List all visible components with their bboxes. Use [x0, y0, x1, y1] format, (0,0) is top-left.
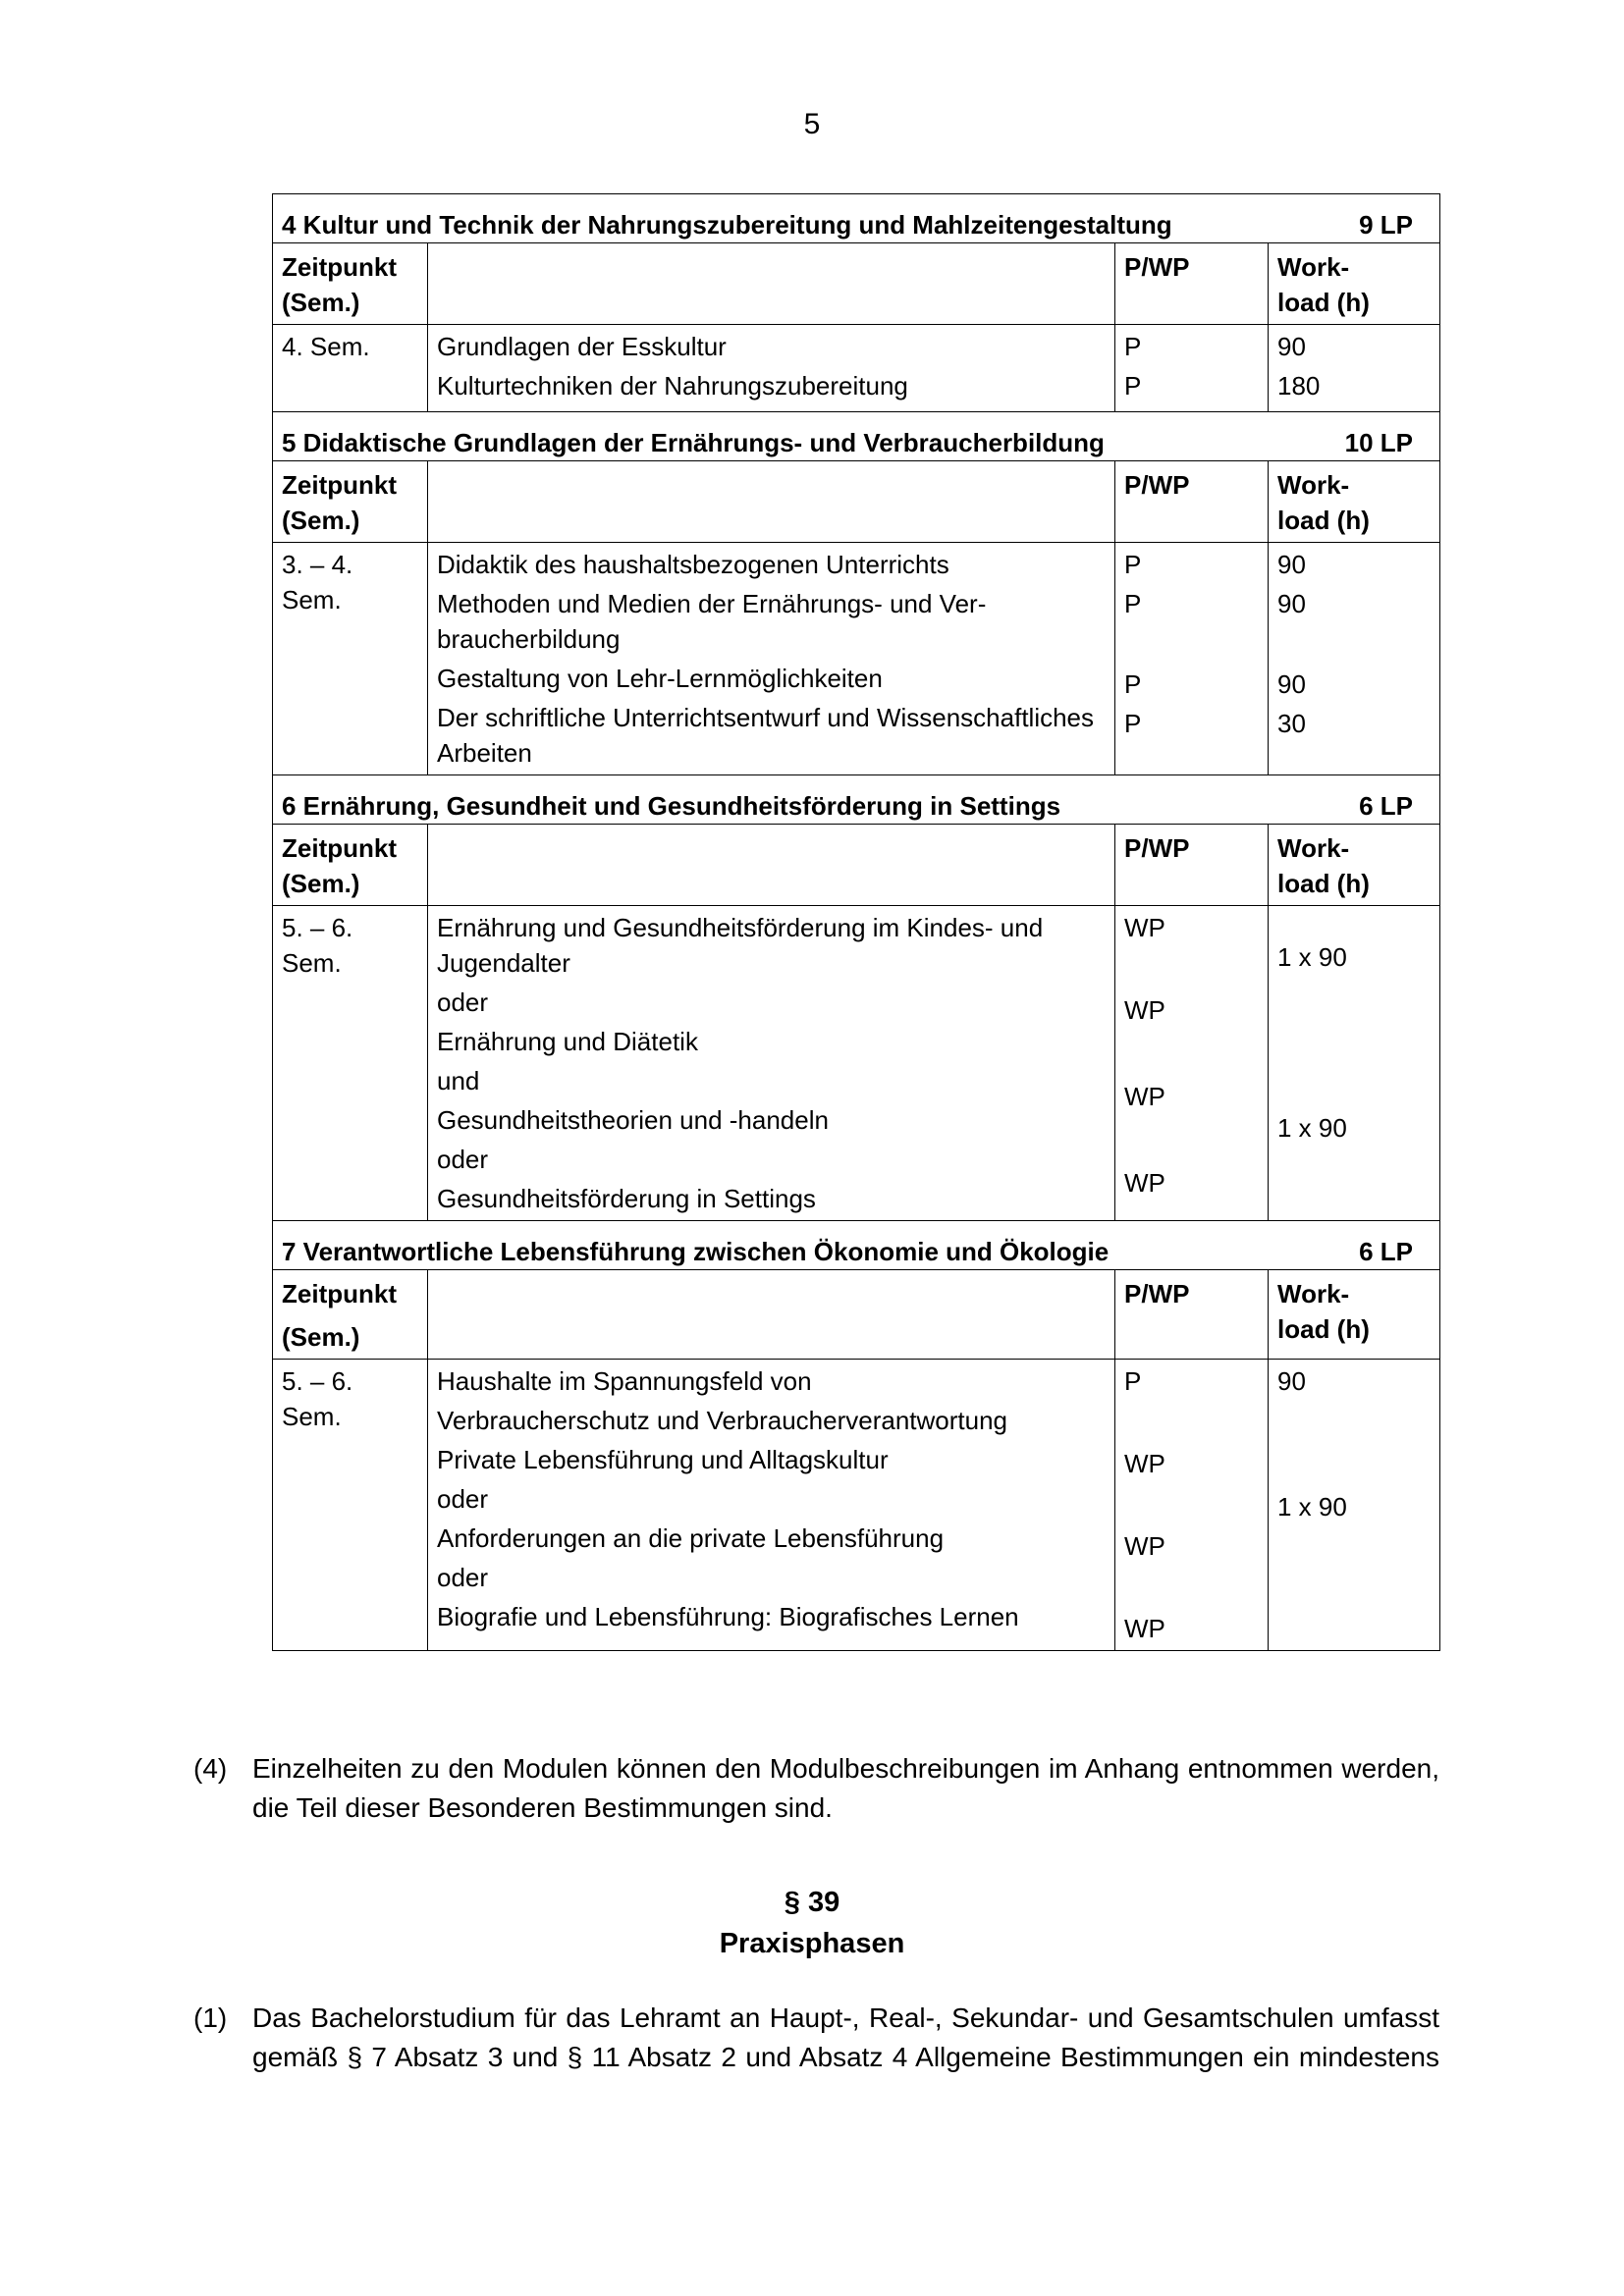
module-title: 7 Verantwortliche Lebensführung zwischen Ökonomie und Ökologie: [282, 1237, 1110, 1266]
header-pwp: P/WP: [1115, 243, 1269, 325]
course-name: Biografie und Lebensführung: Biografisches Lernen: [437, 1602, 1019, 1631]
header-workload: Work-: [1277, 470, 1350, 500]
header-sem: (Sem.): [282, 1322, 360, 1352]
workload-value: 90: [1277, 589, 1306, 618]
course-name: oder: [437, 988, 489, 1017]
paragraph-text: Das Bachelorstudium für das Lehramt an Haupt-, Real-, Sekundar- und Gesamtschulen umfasst gemäß § 7 Absatz 3 und § 11 Absatz 2 und Absatz 4 Allgemeine Bestimmungen ein mindestens: [252, 2002, 1439, 2072]
course-name: Methoden und Medien der Ernährungs- und Ver-: [437, 589, 987, 618]
workload-value: 90: [1277, 669, 1306, 699]
semester-cell: 3. – 4. Sem.: [273, 543, 428, 775]
paragraph-1: [193, 1999, 1439, 2077]
header-workload-unit: load (h): [1277, 288, 1370, 317]
pwp-value: WP: [1124, 995, 1165, 1025]
course-name: Ernährung und Diätetik: [437, 1027, 698, 1056]
module-table: [272, 193, 1440, 1651]
course-name: Arbeiten: [437, 738, 532, 768]
module-body-row: [273, 1360, 1440, 1651]
module-title: 5 Didaktische Grundlagen der Ernährungs- und Verbraucherbildung: [282, 428, 1105, 457]
course-name: braucherbildung: [437, 624, 621, 654]
course-name: und: [437, 1066, 480, 1095]
module-title-row: [273, 412, 1440, 461]
page-number: 5: [803, 108, 821, 140]
paragraph-number: (4): [193, 1753, 228, 1784]
course-name: Anforderungen an die private Lebensführung: [437, 1523, 945, 1553]
header-pwp: P/WP: [1115, 461, 1269, 543]
course-name: Ernährung und Gesundheitsförderung im Kindes- und: [437, 913, 1044, 942]
course-name: Verbraucherschutz und Verbraucherverantwortung: [437, 1406, 1008, 1435]
module-credits: 10 LP: [1344, 428, 1414, 457]
section-number: § 39: [784, 1887, 840, 1918]
course-name: oder: [437, 1484, 489, 1514]
header-zeitpunkt: Zeitpunkt: [282, 1279, 397, 1308]
module-body-row: [273, 325, 1440, 412]
course-name: Kulturtechniken der Nahrungszubereitung: [437, 371, 908, 400]
pwp-value: P: [1124, 371, 1142, 400]
pwp-value: P: [1124, 589, 1142, 618]
pwp-value: WP: [1124, 1449, 1165, 1478]
module-credits: 6 LP: [1359, 791, 1414, 821]
workload-value: 30: [1277, 709, 1306, 738]
workload-value: 90: [1277, 332, 1306, 361]
course-name: Gesundheitsförderung in Settings: [437, 1184, 816, 1213]
course-name: Haushalte im Spannungsfeld von: [437, 1366, 812, 1396]
header-zeitpunkt: Zeitpunkt: [282, 470, 397, 500]
module-header-row: [273, 243, 1440, 325]
course-name: oder: [437, 1563, 489, 1592]
pwp-value: WP: [1124, 913, 1165, 942]
workload-value: 1 x 90: [1277, 942, 1347, 972]
workload-value: 1 x 90: [1277, 1113, 1347, 1143]
header-sem: (Sem.): [282, 869, 360, 898]
pwp-value: WP: [1124, 1614, 1165, 1643]
header-sem: (Sem.): [282, 288, 360, 317]
module-credits: 9 LP: [1359, 210, 1414, 240]
course-name: Jugendalter: [437, 948, 570, 978]
header-workload-unit: load (h): [1277, 506, 1370, 535]
semester-cell: 5. – 6. Sem.: [273, 906, 428, 1221]
paragraph-number: (1): [193, 2002, 228, 2033]
module-title-row: [273, 1221, 1440, 1270]
module-header-row: [273, 461, 1440, 543]
pwp-value: WP: [1124, 1168, 1165, 1198]
module-title: 6 Ernährung, Gesundheit und Gesundheitsförderung in Settings: [282, 791, 1061, 821]
workload-value: 1 x 90: [1277, 1492, 1347, 1522]
module-title-row: [273, 775, 1440, 825]
pwp-value: WP: [1124, 1531, 1165, 1561]
course-name: Der schriftliche Unterrichtsentwurf und Wissenschaftliches: [437, 703, 1095, 732]
course-name: Grundlagen der Esskultur: [437, 332, 727, 361]
header-zeitpunkt: Zeitpunkt: [282, 252, 397, 282]
workload-value: 180: [1277, 371, 1321, 400]
paragraph-text: Einzelheiten zu den Modulen können den Modulbeschreibungen im Anhang entnommen werden, die Teil dieser Besonderen Bestimmungen sind.: [252, 1753, 1439, 1823]
module-credits: 6 LP: [1359, 1237, 1414, 1266]
course-name: Private Lebensführung und Alltagskultur: [437, 1445, 889, 1474]
header-workload: Work-: [1277, 252, 1350, 282]
pwp-value: P: [1124, 550, 1142, 579]
course-name: Gestaltung von Lehr-Lernmöglichkeiten: [437, 664, 883, 693]
module-title: 4 Kultur und Technik der Nahrungszubereitung und Mahlzeitengestaltung: [282, 210, 1172, 240]
paragraph-4: [193, 1749, 1439, 1828]
workload-value: 90: [1277, 1366, 1306, 1396]
section-title: Praxisphasen: [719, 1928, 905, 1959]
header-pwp: P/WP: [1115, 825, 1269, 906]
workload-value: 90: [1277, 550, 1306, 579]
semester-cell: 5. – 6. Sem.: [273, 1360, 428, 1651]
module-header-row: [273, 1270, 1440, 1360]
header-zeitpunkt: Zeitpunkt: [282, 833, 397, 863]
header-workload: Work-: [1277, 1279, 1350, 1308]
pwp-value: P: [1124, 669, 1142, 699]
course-name: Gesundheitstheorien und -handeln: [437, 1105, 829, 1135]
module-body-row: [273, 906, 1440, 1221]
course-name: Didaktik des haushaltsbezogenen Unterrichts: [437, 550, 949, 579]
header-sem: (Sem.): [282, 506, 360, 535]
pwp-value: P: [1124, 1366, 1142, 1396]
semester-cell: 4. Sem.: [273, 325, 428, 412]
header-workload-unit: load (h): [1277, 869, 1370, 898]
course-name: oder: [437, 1145, 489, 1174]
pwp-value: P: [1124, 709, 1142, 738]
module-body-row: [273, 543, 1440, 775]
pwp-value: P: [1124, 332, 1142, 361]
module-title-row: [273, 194, 1440, 243]
module-header-row: [273, 825, 1440, 906]
header-workload-unit: load (h): [1277, 1314, 1370, 1344]
pwp-value: WP: [1124, 1082, 1165, 1111]
header-pwp: P/WP: [1115, 1270, 1269, 1360]
header-workload: Work-: [1277, 833, 1350, 863]
